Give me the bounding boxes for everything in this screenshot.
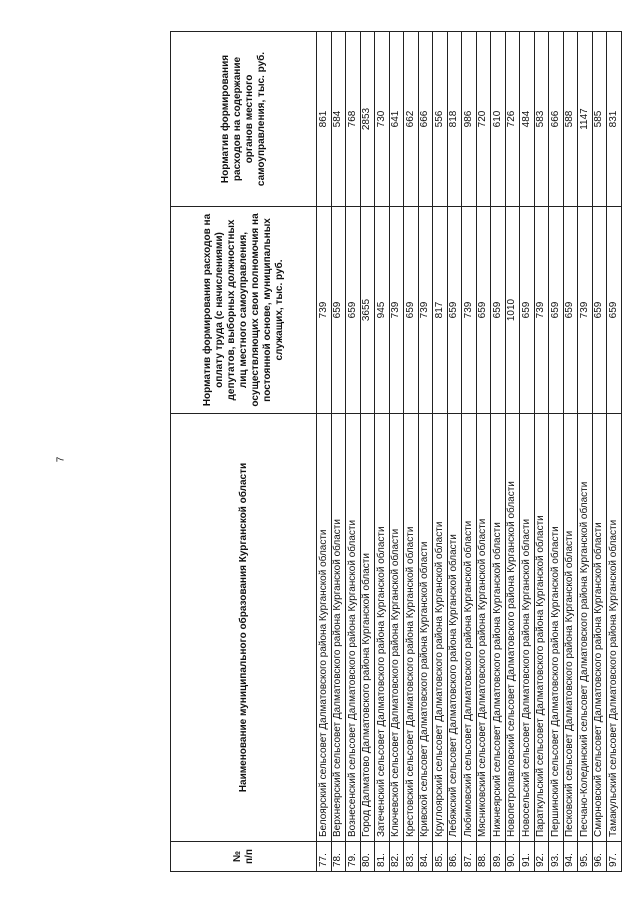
maintenance-norm: 861 — [317, 32, 332, 207]
salary-norm: 659 — [404, 207, 419, 414]
table-row — [476, 32, 491, 872]
maintenance-norm: 831 — [607, 32, 622, 207]
maintenance-norm: 726 — [505, 32, 520, 207]
salary-norm: 3655 — [360, 207, 375, 414]
maintenance-norm: 641 — [389, 32, 404, 207]
table-row — [549, 32, 564, 872]
table-row — [592, 32, 607, 872]
maintenance-norm: 610 — [491, 32, 506, 207]
table-row — [520, 32, 535, 872]
maintenance-norm: 662 — [404, 32, 419, 207]
table-row — [404, 32, 419, 872]
municipality-name: Песковский сельсовет Далматовского района Курганской области — [563, 414, 578, 842]
salary-norm: 817 — [433, 207, 448, 414]
row-number: 82. — [389, 842, 404, 872]
maintenance-norm: 986 — [462, 32, 477, 207]
salary-norm: 659 — [607, 207, 622, 414]
salary-norm: 739 — [389, 207, 404, 414]
salary-norm: 739 — [462, 207, 477, 414]
header-norm-maintenance: Норматив формирования расходов на содержание органов местного самоуправления, тыс. руб. — [171, 32, 317, 207]
salary-norm: 945 — [375, 207, 390, 414]
table-row — [491, 32, 506, 872]
table-row — [360, 32, 375, 872]
salary-norm: 659 — [520, 207, 535, 414]
municipality-name: Песчано-Колединский сельсовет Далматовского района Курганской области — [578, 414, 593, 842]
row-number: 87. — [462, 842, 477, 872]
table-row — [462, 32, 477, 872]
row-number: 88. — [476, 842, 491, 872]
municipality-name: Круглоярский сельсовет Далматовского района Курганской области — [433, 414, 448, 842]
row-number: 97. — [607, 842, 622, 872]
maintenance-norm: 588 — [563, 32, 578, 207]
table-row — [447, 32, 462, 872]
maintenance-norm: 666 — [549, 32, 564, 207]
maintenance-norm: 484 — [520, 32, 535, 207]
salary-norm: 659 — [563, 207, 578, 414]
salary-norm: 739 — [578, 207, 593, 414]
salary-norm: 659 — [592, 207, 607, 414]
table-row — [578, 32, 593, 872]
table-row — [375, 32, 390, 872]
salary-norm: 659 — [491, 207, 506, 414]
municipality-name: Кривской сельсовет Далматовского района Курганской области — [418, 414, 433, 842]
row-number: 89. — [491, 842, 506, 872]
table-row — [534, 32, 549, 872]
salary-norm: 739 — [317, 207, 332, 414]
municipality-name: Ключевской сельсовет Далматовского района Курганской области — [389, 414, 404, 842]
municipality-name: Любимовский сельсовет Далматовского района Курганской области — [462, 414, 477, 842]
municipality-name: Новосельский сельсовет Далматовского района Курганской области — [520, 414, 535, 842]
municipality-name: Вознесенский сельсовет Далматовского района Курганской области — [346, 414, 361, 842]
table-row — [317, 32, 332, 872]
table-row — [607, 32, 622, 872]
maintenance-norm: 768 — [346, 32, 361, 207]
municipality-name: Першинский сельсовет Далматовского района Курганской области — [549, 414, 564, 842]
table-row — [389, 32, 404, 872]
municipality-name: Смирновский сельсовет Далматовского района Курганской области — [592, 414, 607, 842]
rotated-document — [170, 32, 622, 872]
maintenance-norm: 583 — [534, 32, 549, 207]
salary-norm: 659 — [331, 207, 346, 414]
salary-norm: 1010 — [505, 207, 520, 414]
row-number: 96. — [592, 842, 607, 872]
header-num: № п/п — [171, 842, 317, 872]
municipality-name: Крестовский сельсовет Далматовского района Курганской области — [404, 414, 419, 842]
header-name: Наименование муниципального образования Курганской области — [171, 414, 317, 842]
maintenance-norm: 2853 — [360, 32, 375, 207]
row-number: 79. — [346, 842, 361, 872]
row-number: 78. — [331, 842, 346, 872]
salary-norm: 659 — [447, 207, 462, 414]
salary-norm: 739 — [534, 207, 549, 414]
municipality-name: Белоярский сельсовет Далматовского района Курганской области — [317, 414, 332, 842]
municipality-name: Затеченский сельсовет Далматовского района Курганской области — [375, 414, 390, 842]
table-row — [505, 32, 520, 872]
maintenance-norm: 666 — [418, 32, 433, 207]
row-number: 84. — [418, 842, 433, 872]
maintenance-norm: 818 — [447, 32, 462, 207]
page-number: 7 — [55, 456, 67, 463]
municipality-name: Город Далматово Далматовского района Курганской области — [360, 414, 375, 842]
salary-norm: 659 — [346, 207, 361, 414]
maintenance-norm: 720 — [476, 32, 491, 207]
row-number: 93. — [549, 842, 564, 872]
maintenance-norm: 556 — [433, 32, 448, 207]
row-number: 85. — [433, 842, 448, 872]
salary-norm: 659 — [476, 207, 491, 414]
row-number: 91. — [520, 842, 535, 872]
municipality-name: Лебяжский сельсовет Далматовского района Курганской области — [447, 414, 462, 842]
municipality-name: Верхнеярский сельсовет Далматовского района Курганской области — [331, 414, 346, 842]
row-number: 77. — [317, 842, 332, 872]
salary-norm: 739 — [418, 207, 433, 414]
maintenance-norm: 1147 — [578, 32, 593, 207]
header-norm-salary: Норматив формирования расходов на оплату труда (с начислениями) депутатов, выборных должностных лиц местного самоуправления, осуществляющих свои полномочия на постоянной основе, муниципальных служащих, тыс. руб. — [171, 207, 317, 414]
municipality-name: Нижнеярский сельсовет Далматовского района Курганской области — [491, 414, 506, 842]
maintenance-norm: 584 — [331, 32, 346, 207]
row-number: 83. — [404, 842, 419, 872]
row-number: 86. — [447, 842, 462, 872]
table-row — [418, 32, 433, 872]
municipality-name: Тамакульский сельсовет Далматовского района Курганской области — [607, 414, 622, 842]
municipality-name: Мясниковский сельсовет Далматовского района Курганской области — [476, 414, 491, 842]
salary-norm: 659 — [549, 207, 564, 414]
header-row — [171, 32, 317, 872]
municipality-name: Новопетропавловский сельсовет Далматовского района Курганской области — [505, 414, 520, 842]
table-row — [563, 32, 578, 872]
maintenance-norm: 585 — [592, 32, 607, 207]
row-number: 90. — [505, 842, 520, 872]
maintenance-norm: 730 — [375, 32, 390, 207]
table-row — [331, 32, 346, 872]
row-number: 95. — [578, 842, 593, 872]
municipality-name: Параткульский сельсовет Далматовского района Курганской области — [534, 414, 549, 842]
row-number: 94. — [563, 842, 578, 872]
table-row — [433, 32, 448, 872]
table-row — [346, 32, 361, 872]
row-number: 81. — [375, 842, 390, 872]
row-number: 80. — [360, 842, 375, 872]
row-number: 92. — [534, 842, 549, 872]
norms-table — [170, 31, 622, 872]
